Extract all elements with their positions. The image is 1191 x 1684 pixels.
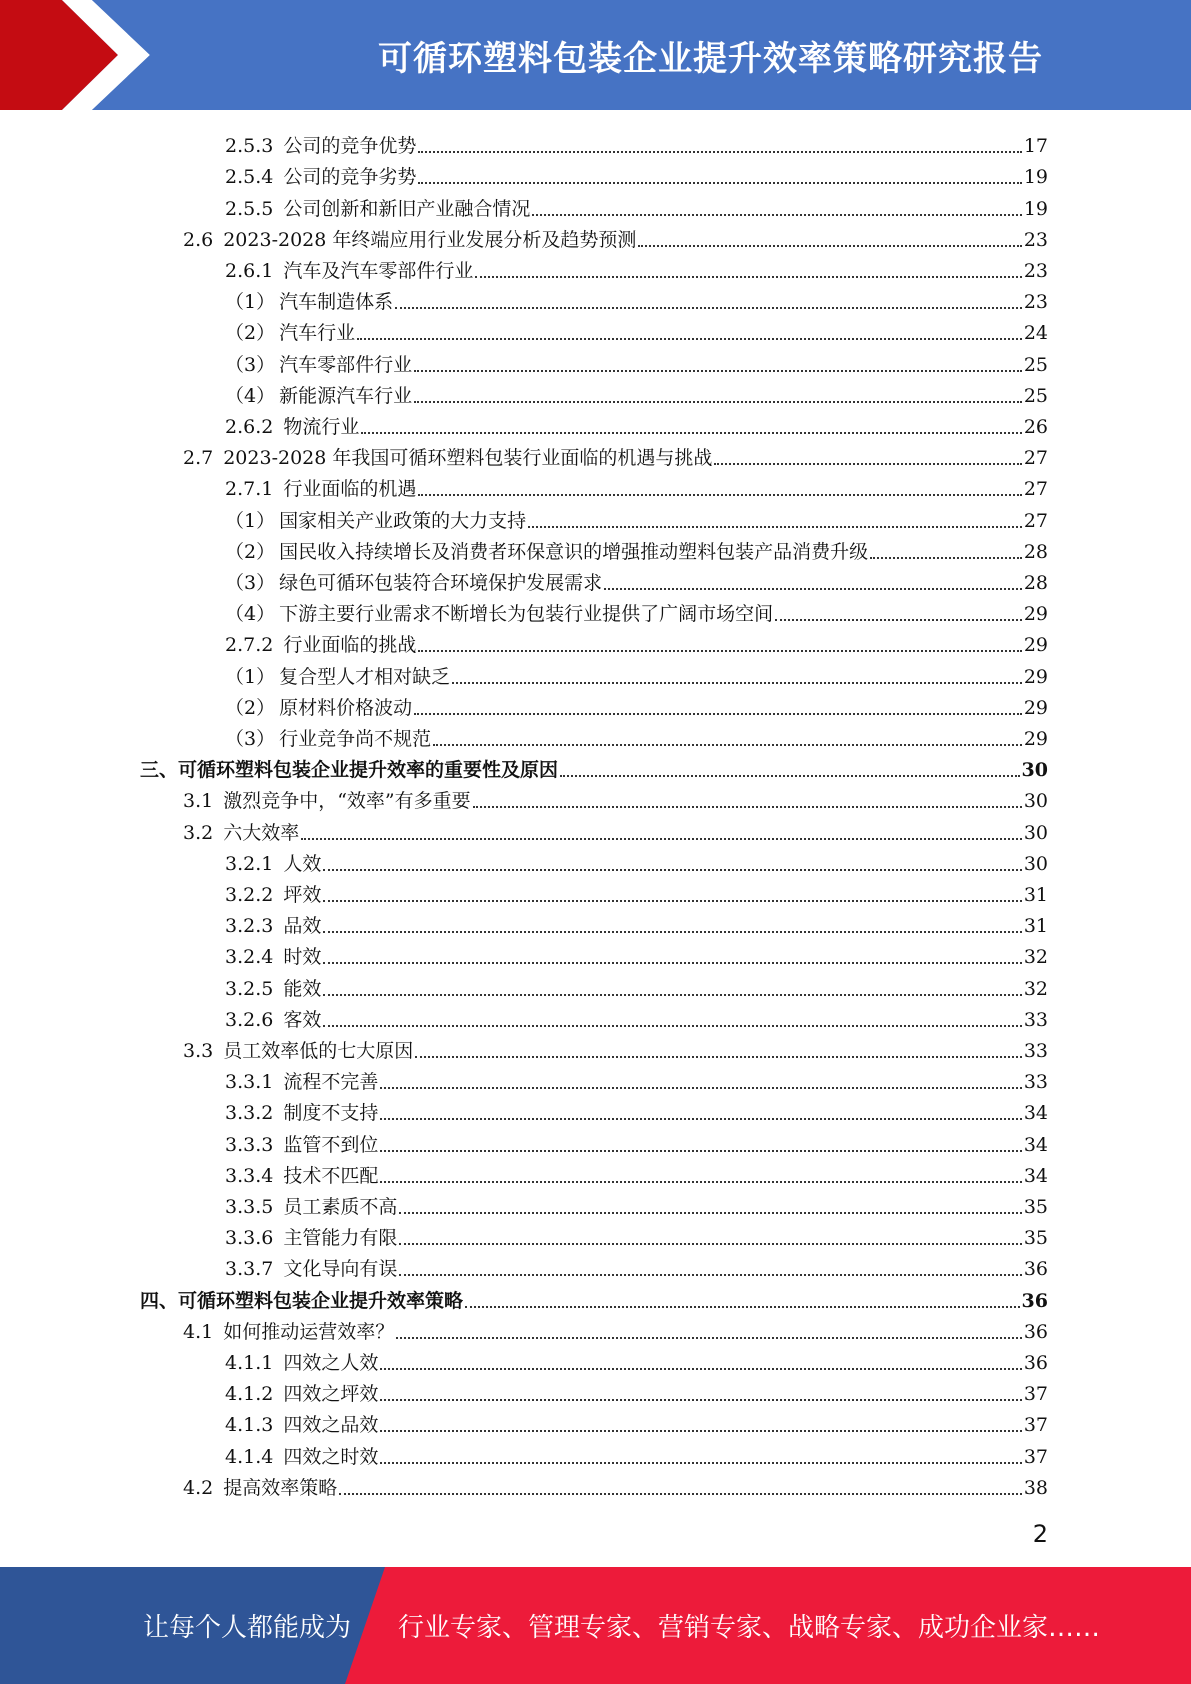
toc-dot-leader [399,1212,1021,1214]
toc-entry-number: 3.3.7 [225,1258,274,1281]
toc-dot-leader [775,619,1022,621]
toc-entry-label: 文化导向有误 [283,1258,398,1281]
toc-entry[interactable] [183,1469,1048,1500]
toc-entry-page: 23 [1023,291,1048,314]
toc-entry-page: 33 [1023,1039,1048,1062]
toc-entry[interactable] [225,907,1048,938]
toc-entry-number: （3） [225,727,276,750]
toc-entry[interactable] [225,689,1048,720]
toc-entry-page: 31 [1023,915,1048,938]
toc-entry-page: 23 [1023,259,1048,282]
toc-entry-page: 33 [1023,1071,1048,1094]
toc-entry-page: 36 [1023,1351,1048,1374]
toc-entry[interactable] [225,1125,1048,1156]
toc-entry[interactable] [225,189,1048,220]
toc-entry-page: 25 [1023,384,1048,407]
toc-entry-number: 3.2.5 [225,977,274,1000]
toc-dot-leader [560,775,1020,777]
toc-dot-leader [339,1493,1022,1495]
toc-entry-label: 国家相关产业政策的大力支持 [279,509,527,532]
toc-dot-leader [714,463,1021,465]
toc-entry[interactable] [225,470,1048,501]
toc-entry-number: 3.3.5 [225,1195,274,1218]
toc-entry-label: 绿色可循环包装符合环境保护发展需求 [279,571,603,594]
toc-entry[interactable] [225,158,1048,189]
toc-entry-label: 如何推动运营效率？ [223,1320,395,1343]
toc-entry[interactable] [225,283,1048,314]
toc-entry[interactable] [225,314,1048,345]
toc-entry-number: （2） [225,540,276,563]
toc-dot-leader [323,962,1021,964]
toc-entry-number: 4.1.3 [225,1414,274,1437]
page-number: 2 [1032,1520,1048,1548]
toc-entry-page: 23 [1023,228,1048,251]
toc-dot-leader [323,931,1021,933]
toc-entry-label: 公司的竞争劣势 [283,166,417,189]
toc-entry-number: 4.2 [183,1476,214,1499]
toc-entry-number: 4.1 [183,1320,214,1343]
toc-entry-page: 36 [1021,1289,1048,1312]
report-title: 可循环塑料包装企业提升效率策略研究报告 [378,38,1043,79]
toc-entry-page: 36 [1023,1320,1048,1343]
toc-dot-leader [357,338,1022,340]
toc-entry-number: 3.2.1 [225,852,274,875]
toc-entry-label: 行业面临的挑战 [283,634,417,657]
toc-entry[interactable] [225,1437,1048,1468]
toc-entry[interactable] [225,876,1048,907]
toc-dot-leader [418,151,1021,153]
toc-entry[interactable] [225,595,1048,626]
toc-dot-leader [418,650,1021,652]
toc-entry-number: 2.6.2 [225,415,274,438]
toc-entry-number: 3.2 [183,821,214,844]
toc-dot-leader [415,1056,1022,1058]
toc-dot-leader [380,1430,1021,1432]
toc-entry-label: 三、可循环塑料包装企业提升效率的重要性及原因 [140,759,559,782]
toc-entry-page: 35 [1023,1195,1048,1218]
toc-entry-label: 监管不到位 [283,1133,379,1156]
toc-dot-leader [396,1337,1022,1339]
toc-entry[interactable] [225,377,1048,408]
toc-entry[interactable] [225,564,1048,595]
toc-entry[interactable] [183,439,1048,470]
toc-entry-label: 物流行业 [283,415,360,438]
toc-entry-number: 2.5.5 [225,197,274,220]
toc-entry-number: 3.2.3 [225,915,274,938]
toc-dot-leader [395,307,1022,309]
toc-entry-label: 新能源汽车行业 [279,384,413,407]
toc-dot-leader [473,806,1022,808]
toc-entry-page: 28 [1023,571,1048,594]
toc-entry[interactable] [225,969,1048,1000]
toc-dot-leader [380,1118,1021,1120]
toc-entry[interactable] [225,1250,1048,1281]
toc-entry-page: 27 [1023,478,1048,501]
toc-dot-leader [380,1150,1021,1152]
toc-entry[interactable] [183,813,1048,844]
toc-entry[interactable] [140,751,1048,782]
toc-entry-number: 3.3.2 [225,1102,274,1125]
toc-entry[interactable] [225,1406,1048,1437]
toc-entry-label: 能效 [283,977,322,1000]
toc-entry-label: 四效之坪效 [283,1383,379,1406]
toc-entry-number: 2.6 [183,228,214,251]
toc-entry-label: 汽车及汽车零部件行业 [283,259,474,282]
toc-dot-leader [475,276,1021,278]
page-header [0,0,1191,110]
toc-dot-leader [418,182,1021,184]
toc-entry-number: 3.3.1 [225,1071,274,1094]
toc-entry-label: 行业面临的机遇 [283,478,417,501]
toc-entry[interactable] [225,626,1048,657]
toc-entry-label: 品效 [283,915,322,938]
toc-entry-label: 提高效率策略 [223,1476,338,1499]
toc-entry-number: （1） [225,665,276,688]
toc-dot-leader [399,1274,1021,1276]
toc-dot-leader [323,1025,1021,1027]
toc-entry-number: 3.2.2 [225,883,274,906]
toc-entry[interactable] [225,501,1048,532]
toc-entry[interactable] [183,782,1048,813]
toc-entry-page: 26 [1023,415,1048,438]
toc-entry-label: 人效 [283,852,322,875]
toc-entry[interactable] [225,345,1048,376]
toc-entry-number: （1） [225,509,276,532]
toc-entry-label: 复合型人才相对缺乏 [279,665,451,688]
toc-dot-leader [433,744,1022,746]
toc-entry-page: 29 [1023,696,1048,719]
toc-entry-number: 3.3.3 [225,1133,274,1156]
toc-entry[interactable] [225,657,1048,688]
toc-entry-page: 34 [1023,1133,1048,1156]
toc-entry-page: 31 [1023,883,1048,906]
toc-entry-page: 28 [1023,540,1048,563]
toc-entry-number: 3.2.6 [225,1008,274,1031]
toc-dot-leader [414,401,1022,403]
toc-dot-leader [465,1306,1020,1308]
toc-entry-number: 4.1.2 [225,1383,274,1406]
toc-entry-page: 19 [1023,166,1048,189]
toc-dot-leader [323,900,1021,902]
toc-entry-label: 行业竞争尚不规范 [279,727,432,750]
toc-entry-number: 2.7.2 [225,634,274,657]
toc-entry-number: （1） [225,291,276,314]
toc-entry-label: 汽车行业 [279,322,356,345]
toc-entry-number: 3.3.6 [225,1227,274,1250]
toc-entry-label: 四效之品效 [283,1414,379,1437]
toc-entry-number: 2.6.1 [225,259,274,282]
toc-entry-number: 2.5.3 [225,135,274,158]
toc-entry-number: 3.3.4 [225,1164,274,1187]
toc-entry-number: （3） [225,571,276,594]
toc-entry[interactable] [183,1032,1048,1063]
toc-entry-label: 下游主要行业需求不断增长为包装行业提供了广阔市场空间 [279,603,774,626]
toc-entry-label: 员工效率低的七大原因 [223,1039,414,1062]
toc-entry-page: 29 [1023,727,1048,750]
toc-entry[interactable] [225,533,1048,564]
footer-slogan-right: 行业专家、管理专家、营销专家、战略专家、成功企业家…… [398,1613,1101,1643]
toc-entry-page: 32 [1023,946,1048,969]
toc-entry-page: 37 [1023,1414,1048,1437]
toc-entry[interactable] [225,1188,1048,1219]
toc-entry-page: 32 [1023,977,1048,1000]
toc-entry-page: 27 [1023,447,1048,470]
toc-dot-leader [528,526,1022,528]
toc-entry-page: 37 [1023,1445,1048,1468]
toc-entry[interactable] [225,1094,1048,1125]
toc-entry-label: 2023-2028 年我国可循环塑料包装行业面临的机遇与挑战 [223,447,713,470]
toc-dot-leader [452,682,1022,684]
toc-entry-number: 3.3 [183,1039,214,1062]
toc-entry-label: 时效 [283,946,322,969]
toc-entry-label: 公司创新和新旧产业融合情况 [283,197,531,220]
toc-entry-number: 3.1 [183,790,214,813]
toc-entry-number: （3） [225,353,276,376]
toc-entry[interactable] [225,408,1048,439]
toc-entry-label: 2023-2028 年终端应用行业发展分析及趋势预测 [223,228,637,251]
toc-dot-leader [604,588,1022,590]
toc-entry[interactable] [183,221,1048,252]
toc-dot-leader [532,214,1021,216]
toc-entry-number: （4） [225,603,276,626]
toc-entry[interactable] [225,1001,1048,1032]
toc-entry-number: 2.7.1 [225,478,274,501]
toc-dot-leader [323,994,1021,996]
toc-entry-label: 汽车制造体系 [279,291,394,314]
toc-entry-page: 33 [1023,1008,1048,1031]
toc-entry[interactable] [140,1281,1048,1312]
toc-entry-label: 汽车零部件行业 [279,353,413,376]
toc-dot-leader [380,1181,1021,1183]
toc-entry-page: 24 [1023,322,1048,345]
toc-entry-page: 38 [1023,1476,1048,1499]
toc-entry-page: 36 [1023,1258,1048,1281]
toc-entry-page: 35 [1023,1227,1048,1250]
toc-entry-label: 流程不完善 [283,1071,379,1094]
toc-entry[interactable] [225,1375,1048,1406]
toc-entry[interactable] [225,1157,1048,1188]
toc-dot-leader [380,1399,1021,1401]
toc-entry-label: 激烈竞争中，“效率”有多重要 [223,790,471,813]
toc-entry[interactable] [225,938,1048,969]
toc-entry-label: 客效 [283,1008,322,1031]
toc-entry-label: 公司的竞争优势 [283,135,417,158]
toc-dot-leader [323,869,1021,871]
toc-entry-page: 19 [1023,197,1048,220]
toc-entry-page: 29 [1023,665,1048,688]
toc-entry-number: （2） [225,696,276,719]
toc-entry-number: （2） [225,322,276,345]
footer-slogan-left: 让每个人都能成为 [143,1613,352,1643]
toc-dot-leader [638,245,1021,247]
toc-entry-number: 3.2.4 [225,946,274,969]
toc-dot-leader [418,494,1021,496]
toc-entry-label: 原材料价格波动 [279,696,413,719]
toc-entry[interactable] [225,252,1048,283]
toc-entry[interactable] [225,1219,1048,1250]
toc-entry-number: 2.7 [183,447,214,470]
toc-entry-number: 4.1.4 [225,1445,274,1468]
toc-entry-label: 四、可循环塑料包装企业提升效率策略 [140,1289,464,1312]
toc-entry[interactable] [225,1063,1048,1094]
toc-dot-leader [380,1087,1021,1089]
toc-entry-page: 27 [1023,509,1048,532]
toc-entry[interactable] [225,1344,1048,1375]
toc-entry-number: （4） [225,384,276,407]
toc-entry-label: 技术不匹配 [283,1164,379,1187]
toc-entry-page: 30 [1023,821,1048,844]
toc-entry-page: 17 [1023,135,1048,158]
toc-dot-leader [414,370,1022,372]
toc-entry-number: 2.5.4 [225,166,274,189]
toc-entry-page: 29 [1023,634,1048,657]
toc-entry[interactable] [225,720,1048,751]
toc-dot-leader [870,557,1022,559]
toc-entry-page: 37 [1023,1383,1048,1406]
toc-dot-leader [380,1462,1021,1464]
toc-entry[interactable] [225,845,1048,876]
toc-dot-leader [380,1368,1021,1370]
toc-entry-label: 四效之人效 [283,1351,379,1374]
toc-entry-page: 30 [1023,790,1048,813]
toc-entry-page: 30 [1021,759,1048,782]
toc-dot-leader [361,432,1021,434]
toc-entry[interactable] [183,1313,1048,1344]
toc-entry-label: 主管能力有限 [283,1227,398,1250]
toc-dot-leader [301,838,1022,840]
toc-entry-label: 六大效率 [223,821,300,844]
toc-entry-page: 29 [1023,603,1048,626]
toc-entry-page: 34 [1023,1102,1048,1125]
toc-dot-leader [399,1243,1021,1245]
toc-entry-label: 制度不支持 [283,1102,379,1125]
toc-entry[interactable] [225,127,1048,158]
toc-entry-label: 员工素质不高 [283,1195,398,1218]
toc-dot-leader [414,713,1022,715]
toc-entry-label: 国民收入持续增长及消费者环保意识的增强推动塑料包装产品消费升级 [279,540,869,563]
toc-entry-label: 坪效 [283,883,322,906]
toc-entry-page: 34 [1023,1164,1048,1187]
toc-entry-number: 4.1.1 [225,1351,274,1374]
toc-entry-page: 30 [1023,852,1048,875]
page-footer [0,1567,1191,1684]
toc-entry-label: 四效之时效 [283,1445,379,1468]
toc-entry-page: 25 [1023,353,1048,376]
